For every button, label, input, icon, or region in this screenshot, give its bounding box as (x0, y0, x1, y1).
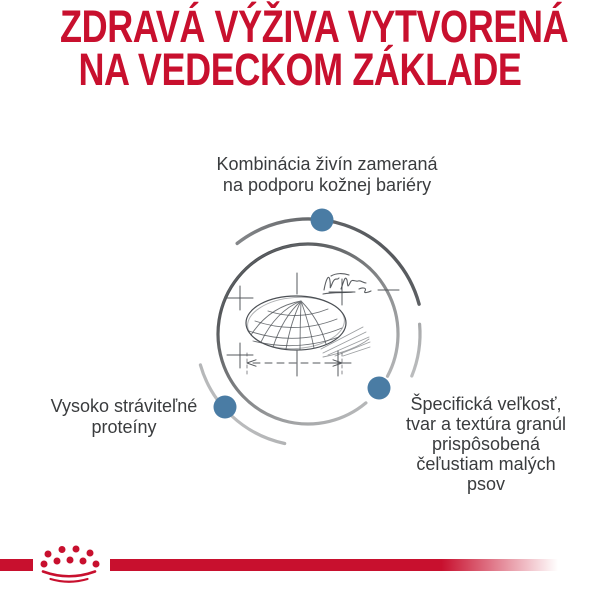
callout-proteins-line-2: proteíny (91, 416, 157, 437)
callout-skin-barrier-line-2: na podporu kožnej bariéry (222, 174, 432, 195)
kibble-sketch-icon (227, 273, 399, 376)
page-title (0, 1, 600, 95)
page-title-line-2: NA VEDECKOM ZÁKLADE (78, 44, 522, 95)
callout-proteins-line-1: Vysoko stráviteľné (50, 396, 198, 416)
feature-dot-left (214, 396, 237, 419)
signature-scribble (323, 274, 371, 294)
page-title-line-1: ZDRAVÁ VÝŽIVA VYTVORENÁ (60, 1, 569, 52)
kibble-diagram (173, 199, 443, 469)
callout-kibble-size-line-5: psov (466, 474, 506, 494)
callout-skin-barrier (216, 154, 437, 195)
inner-ring (218, 244, 398, 424)
callout-kibble-size-line-1: Špecifická veľkosť, (410, 394, 562, 414)
brand-bar-right (110, 559, 558, 571)
callout-kibble-size-line-2: tvar a textúra granúl (405, 414, 567, 434)
callout-skin-barrier-line-1: Kombinácia živín zameraná (216, 154, 438, 174)
callout-kibble-size-line-4: čeľustiam malých (416, 454, 556, 474)
feature-dot-top (311, 209, 334, 232)
callout-kibble-size-line-3: prispôsobená (431, 434, 541, 454)
royal-canin-crown-icon (35, 543, 103, 587)
brand-bar-left (0, 559, 33, 571)
feature-dot-right (368, 377, 391, 400)
